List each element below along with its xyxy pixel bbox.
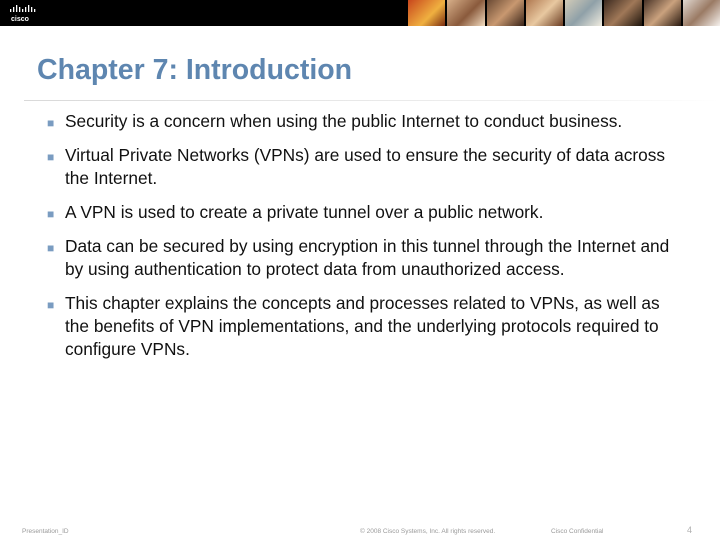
bullet-item	[47, 144, 687, 190]
bullet-text: Virtual Private Networks (VPNs) are used to ensure the security of data across the Internet.	[65, 145, 665, 188]
svg-text:cisco: cisco	[11, 16, 29, 23]
square-bullet-icon: ■	[47, 207, 55, 221]
footer-presentation-id: Presentation_ID	[22, 528, 69, 535]
bullet-list	[47, 110, 687, 372]
bullet-item	[47, 201, 687, 224]
people-photo-strip	[408, 0, 720, 26]
bullet-item	[47, 235, 687, 281]
footer-confidential: Cisco Confidential	[551, 528, 604, 535]
square-bullet-icon: ■	[47, 298, 55, 312]
slide-title: Chapter 7: Introduction	[37, 54, 353, 86]
page-number: 4	[687, 525, 693, 535]
top-banner	[0, 0, 720, 26]
bullet-text: This chapter explains the concepts and processes related to VPNs, as well as the benefits of VPN implementations, and the underlying protocols required to configure VPNs.	[65, 293, 660, 359]
bullet-item	[47, 110, 687, 133]
title-divider	[24, 100, 720, 101]
square-bullet-icon: ■	[47, 150, 55, 164]
bullet-text: A VPN is used to create a private tunnel over a public network.	[65, 202, 544, 222]
cisco-logo	[8, 3, 42, 23]
bullet-text: Security is a concern when using the public Internet to conduct business.	[65, 111, 623, 131]
square-bullet-icon: ■	[47, 241, 55, 255]
footer-copyright: © 2008 Cisco Systems, Inc. All rights reserved.	[360, 528, 496, 535]
bullet-text: Data can be secured by using encryption in this tunnel through the Internet and by using authentication to protect data from unauthorized access.	[65, 236, 670, 279]
bullet-item	[47, 292, 687, 361]
square-bullet-icon: ■	[47, 116, 55, 130]
